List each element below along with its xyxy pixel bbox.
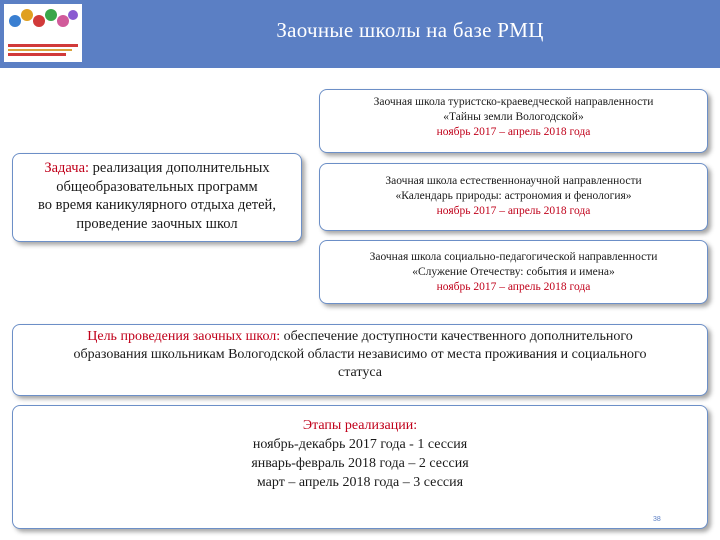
school-title: «Служение Отечеству: события и имена»: [412, 266, 615, 278]
goal-text: статуса: [338, 365, 382, 380]
task-text: во время каникулярного отдыха детей,: [38, 197, 276, 213]
goal-line: [13, 328, 707, 346]
school-box-tourism: [319, 89, 708, 153]
goal-box: [12, 324, 708, 396]
school-dates: ноябрь 2017 – апрель 2018 года: [436, 281, 591, 293]
sun-icon: [33, 15, 45, 27]
goal-text: образования школьникам Вологодской области независимо от места проживания и социального: [73, 347, 647, 362]
globe-icon: [9, 15, 21, 27]
lyre-icon: [57, 15, 69, 27]
task-text: общеобразовательных программ: [56, 178, 258, 195]
stage-item: ноябрь-декабрь 2017 года - 1 сессия: [252, 437, 468, 452]
stage-item: январь-февраль 2018 года – 2 сессия: [251, 456, 469, 471]
stage-item: март – апрель 2018 года – 3 сессия: [256, 475, 464, 490]
task-label: Задача:: [44, 160, 90, 176]
school-dates: ноябрь 2017 – апрель 2018 года: [436, 126, 591, 138]
task-line: [13, 159, 301, 178]
logo-stripe: [8, 49, 72, 51]
page-number: 38: [653, 516, 661, 523]
school-dates: ноябрь 2017 – апрель 2018 года: [436, 205, 591, 217]
logo-stripe: [8, 53, 66, 56]
task-text: проведение заочных школ: [76, 215, 238, 232]
goal-label: Цель проведения заочных школ:: [87, 329, 281, 344]
task-text: реализация дополнительных: [89, 160, 270, 176]
school-box-science: [319, 163, 708, 231]
school-name: Заочная школа туристско-краеведческой направленности: [373, 96, 654, 108]
rmc-logo: [4, 4, 82, 62]
tree-icon: [45, 9, 57, 21]
stages-title: Этапы реализации:: [302, 418, 418, 433]
logo-icons: [7, 7, 79, 41]
school-title: «Календарь природы: астрономия и фенология»: [395, 190, 632, 202]
task-box: [12, 153, 302, 242]
logo-stripe: [8, 44, 78, 47]
palette-icon: [21, 9, 33, 21]
school-name: Заочная школа социально-педагогической направленности: [369, 251, 658, 263]
school-box-social: [319, 240, 708, 304]
stages-box: [12, 405, 708, 529]
slide-header: [0, 0, 720, 68]
goal-text: обеспечение доступности качественного дополнительного: [280, 329, 633, 344]
chess-icon: [68, 10, 78, 20]
school-name: Заочная школа естественнонаучной направленности: [385, 175, 642, 187]
school-title: «Тайны земли Вологодской»: [443, 111, 584, 123]
page-title: Заочные школы на базе РМЦ: [276, 18, 544, 42]
